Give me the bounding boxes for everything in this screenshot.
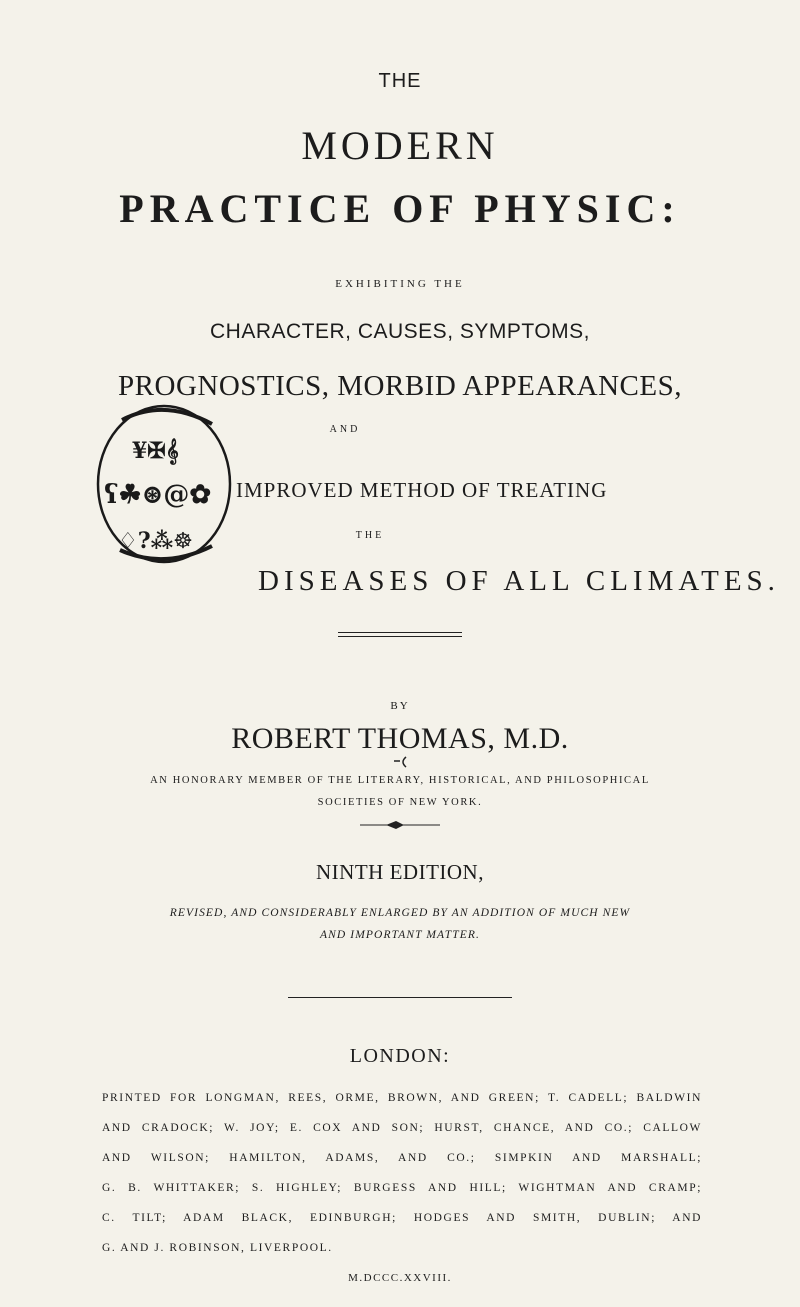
svg-text:♢?⁂☸: ♢?⁂☸ (118, 528, 193, 554)
imprint-line: G. AND J. ROBINSON, LIVERPOOL. (102, 1242, 333, 1254)
imprint-line: AND CRADOCK; W. JOY; E. COX AND SON; HURST, CHANCE, AND CO.; CALLOW (102, 1122, 702, 1134)
the-connector: THE (355, 530, 385, 541)
double-rule-top (338, 632, 462, 633)
and-connector: AND (329, 424, 361, 435)
imprint-line: C. TILT; ADAM BLACK, EDINBURGH; HODGES AND SMITH, DUBLIN; AND (102, 1212, 702, 1224)
subtitle-diseases: DISEASES OF ALL CLIMATES. (258, 565, 780, 597)
the-heading: THE (378, 70, 422, 92)
subtitle-character: CHARACTER, CAUSES, SYMPTOMS, (209, 320, 590, 343)
author-credential-line-1: AN HONORARY MEMBER OF THE LITERARY, HISTORICAL, AND PHILOSOPHICAL (150, 775, 650, 786)
title-practice-of-physic: PRACTICE OF PHYSIC: (119, 186, 681, 231)
author-name: ROBERT THOMAS, M.D. (231, 722, 569, 755)
title-modern: MODERN (301, 123, 499, 168)
ornament-divider-icon (360, 819, 440, 831)
separator-rule (288, 997, 512, 998)
imprint-line: PRINTED FOR LONGMAN, REES, ORME, BROWN, AND GREEN; T. CADELL; BALDWIN (102, 1092, 702, 1104)
imprint-line: G. B. WHITTAKER; S. HIGHLEY; BURGESS AND HILL; WIGHTMAN AND CRAMP; (102, 1182, 702, 1194)
revision-note-line-2: AND IMPORTANT MATTER. (320, 929, 480, 941)
imprint-line: AND WILSON; HAMILTON, ADAMS, AND CO.; SIMPKIN AND MARSHALL; (102, 1152, 702, 1164)
library-stamp-icon (92, 400, 242, 568)
revision-note-line-1: REVISED, AND CONSIDERABLY ENLARGED BY AN ADDITION OF MUCH NEW (169, 907, 631, 919)
by-label: BY (390, 700, 410, 712)
double-rule-bottom (338, 636, 462, 637)
flourish-icon (392, 755, 410, 769)
edition-label: NINTH EDITION, (316, 860, 484, 884)
svg-text:ʕ☘⊛@✿: ʕ☘⊛@✿ (104, 480, 212, 510)
svg-text:¥✠𝄞: ¥✠𝄞 (132, 438, 179, 464)
subtitle-prognostics: PROGNOSTICS, MORBID APPEARANCES, (118, 370, 682, 402)
place-of-publication: LONDON: (349, 1045, 451, 1067)
author-credential-line-2: SOCIETIES OF NEW YORK. (317, 797, 483, 808)
exhibiting-the: EXHIBITING THE (335, 278, 465, 290)
subtitle-improved-method: IMPROVED METHOD OF TREATING (236, 478, 608, 502)
publication-date: M.DCCC.XXVIII. (348, 1272, 452, 1284)
